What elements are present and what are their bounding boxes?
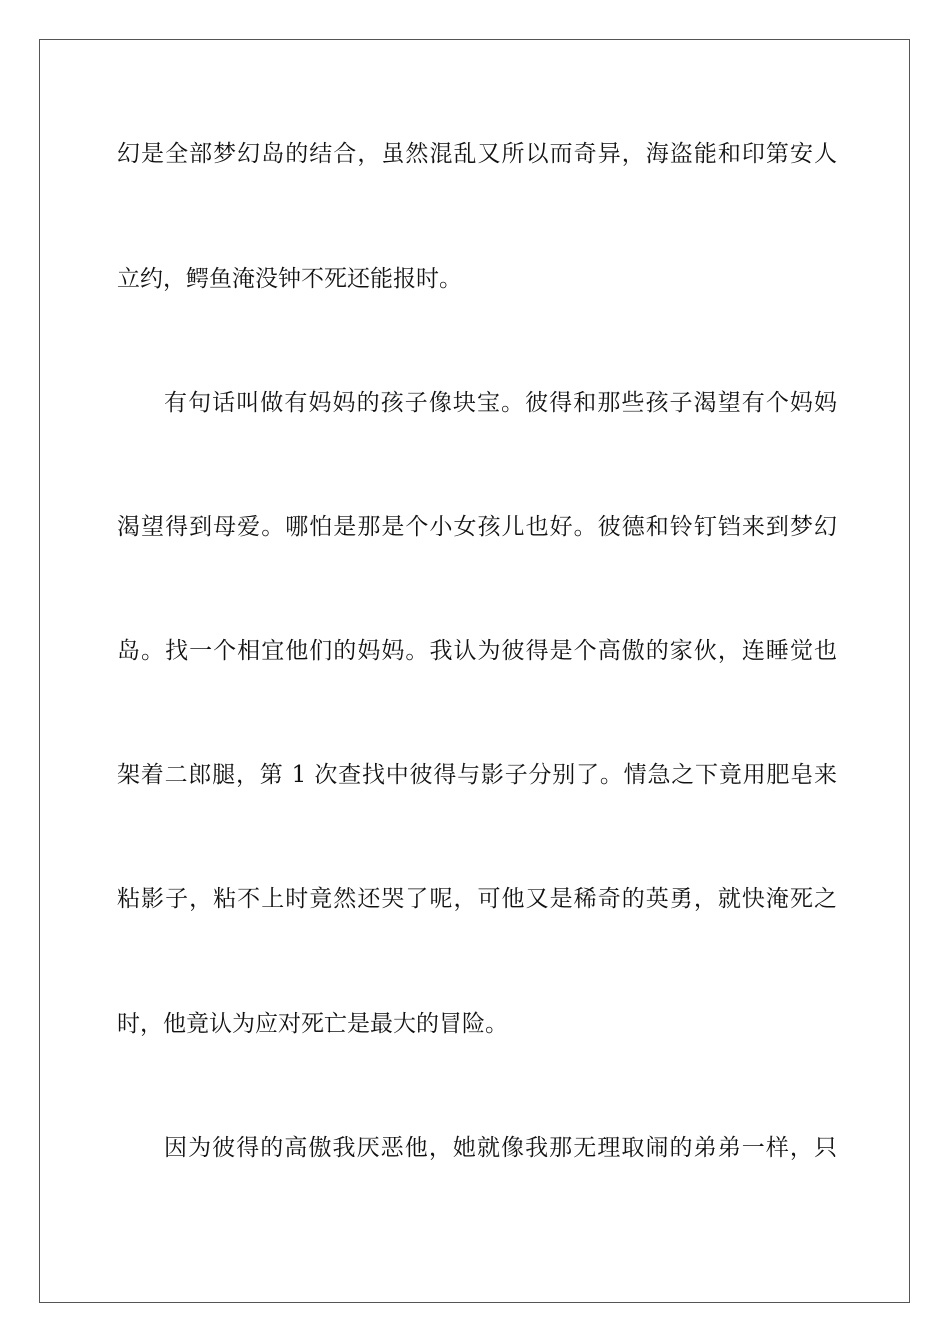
paragraph-3-line-1: 因为彼得的高傲我厌恶他，她就像我那无理取闹的弟弟一样，只	[164, 1135, 837, 1161]
paragraph-2-line-6: 时，他竟认为应对死亡是最大的冒险。	[117, 1011, 508, 1037]
document-page	[39, 39, 910, 1303]
paragraph-2-line-3: 岛。找一个相宜他们的妈妈。我认为彼得是个高傲的家伙，连睡觉也	[117, 638, 837, 664]
text-line-1: 幻是全部梦幻岛的结合，虽然混乱又所以而奇异，海盗能和印第安人	[117, 141, 837, 167]
text-line-2: 立约，鳄鱼淹没钟不死还能报时。	[117, 266, 462, 292]
paragraph-2-line-1: 有句话叫做有妈妈的孩子像块宝。彼得和那些孩子渴望有个妈妈	[164, 390, 837, 416]
paragraph-2-line-2: 渴望得到母爱。哪怕是那是个小女孩儿也好。彼德和铃钉铛来到梦幻	[117, 514, 837, 540]
paragraph-2-line-5: 粘影子，粘不上时竟然还哭了呢，可他又是稀奇的英勇，就快淹死之	[117, 886, 837, 912]
paragraph-2-line-4: 架着二郎腿，第 1 次查找中彼得与影子分别了。情急之下竟用肥皂来	[117, 762, 837, 788]
